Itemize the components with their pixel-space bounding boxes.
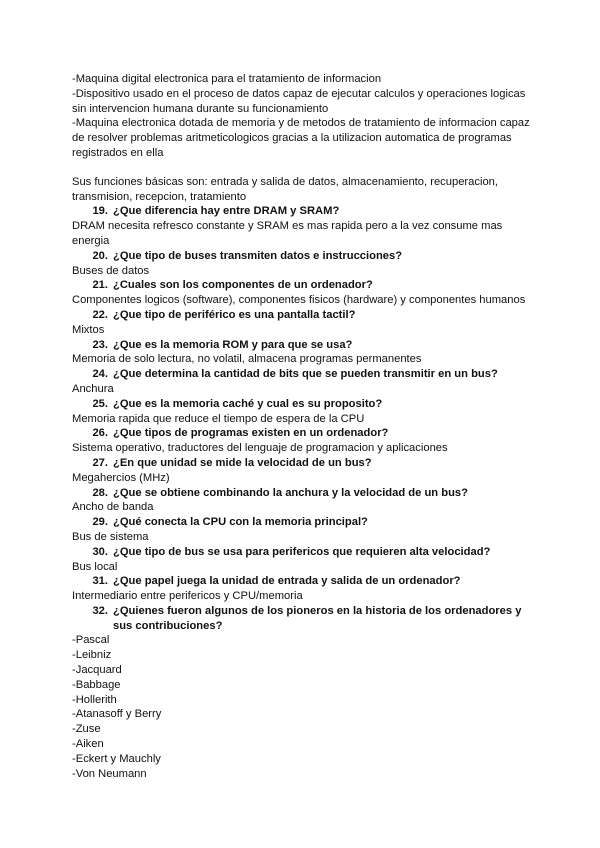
question-number: 27. [92,456,108,469]
question-number: 23. [92,338,108,351]
question-text: ¿Que papel juega la unidad de entrada y salida de un ordenador? [113,575,461,588]
question-block [72,426,532,456]
list-item: -Atanasoff y Berry [72,708,162,721]
question-text: ¿Quienes fueron algunos de los pioneros en la historia de los ordenadores y sus contribuciones? [113,604,522,632]
question-text: ¿Qué conecta la CPU con la memoria principal? [113,516,368,529]
question-number: 21. [92,279,108,292]
question-text: ¿Que diferencia hay entre DRAM y SRAM? [113,205,340,218]
definitions [72,72,532,161]
question-number: 29. [92,516,108,529]
answer-text: Buses de datos [72,264,150,277]
question-text: ¿Que tipos de programas existen en un ordenador? [113,427,389,440]
question-text: ¿Que determina la cantidad de bits que se pueden transmitir en un bus? [113,368,498,381]
question-block [72,367,532,397]
list-item: -Jacquard [72,664,122,677]
question-heading [72,574,532,589]
definition-2: -Dispositivo usado en el proceso de datos capaz de ejecutar calculos y operaciones logicas sin intervencion humana durante su funcionamiento [72,87,526,115]
question-heading [72,545,532,560]
question-text: ¿Que es la memoria ROM y para que se usa? [113,338,353,351]
question-number: 32. [92,604,108,617]
list-item: -Pascal [72,634,110,647]
question-number: 31. [92,575,108,588]
question-number: 26. [92,427,108,440]
question-32 [72,604,532,782]
question-block [72,545,532,575]
answer-text: Ancho de banda [72,501,154,514]
question-heading [72,426,532,441]
question-number: 24. [92,368,108,381]
question-block [72,515,532,545]
question-text: ¿Que tipo de periférico es una pantalla tactil? [113,308,356,321]
question-number: 25. [92,397,108,410]
question-text: ¿Que es la memoria caché y cual es su proposito? [113,397,383,410]
question-block [72,338,532,368]
question-number: 30. [92,545,108,558]
answer-text: Memoria rapida que reduce el tiempo de espera de la CPU [72,412,365,425]
question-heading [72,249,532,264]
question-heading [72,278,532,293]
list-item: -Babbage [72,678,121,691]
paragraph-gap [72,161,532,175]
question-heading [72,397,532,412]
list-item: -Aiken [72,738,104,751]
list-item: -Zuse [72,723,101,736]
question-block [72,308,532,338]
definition-1: -Maquina digital electronica para el tratamiento de informacion [72,73,382,85]
document-page [72,72,532,781]
question-heading [72,204,532,219]
question-heading [72,486,532,501]
list-item: -Eckert y Mauchly [72,752,161,765]
question-text: ¿Que se obtiene combinando la anchura y la velocidad de un bus? [113,486,468,499]
list-item: -Leibniz [72,649,112,662]
question-heading [72,604,532,634]
answer-text: Sistema operativo, traductores del lenguaje de programacion y aplicaciones [72,442,448,455]
question-block [72,574,532,604]
question-number: 19. [92,205,108,218]
answer-text: Memoria de solo lectura, no volatil, almacena programas permanentes [72,353,422,366]
question-block [72,456,532,486]
answer-text: Megahercios (MHz) [72,471,170,484]
answer-text: Anchura [72,382,114,395]
list-item: -Von Neumann [72,767,147,780]
question-heading [72,308,532,323]
question-block [72,397,532,427]
question-heading [72,456,532,471]
question-number: 20. [92,249,108,262]
question-heading [72,338,532,353]
answer-text: Intermediario entre perifericos y CPU/memoria [72,590,303,603]
question-text: ¿En que unidad se mide la velocidad de un bus? [113,456,372,469]
question-heading [72,367,532,382]
question-number: 28. [92,486,108,499]
question-block [72,486,532,516]
question-block [72,204,532,248]
answer-text: Bus de sistema [72,530,149,543]
pioneer-list [72,633,532,781]
question-heading [72,515,532,530]
question-list [72,204,532,604]
functions-text: Sus funciones básicas son: entrada y salida de datos, almacenamiento, recuperacion, transmision, recepcion, tratamiento [72,175,498,203]
definition-3: -Maquina electronica dotada de memoria y de metodos de tratamiento de informacion capaz de resolver problemas aritmeticologicos gracias a la utilizacion automatica de programas registrados en ella [72,117,530,159]
answer-text: DRAM necesita refresco constante y SRAM es mas rapida pero a la vez consume mas energia [72,220,503,247]
list-item: -Hollerith [72,693,117,706]
answer-text: Componentes logicos (software), componentes fisicos (hardware) y componentes humanos [72,294,526,307]
answer-text: Mixtos [72,323,105,336]
question-number: 22. [92,308,108,321]
answer-text: Bus local [72,560,118,573]
question-text: ¿Cuales son los componentes de un ordenador? [113,279,373,292]
question-text: ¿Que tipo de buses transmiten datos e instrucciones? [113,249,403,262]
question-text: ¿Que tipo de bus se usa para perifericos que requieren alta velocidad? [113,545,491,558]
question-block [72,249,532,279]
question-block [72,278,532,308]
functions-paragraph [72,175,532,205]
